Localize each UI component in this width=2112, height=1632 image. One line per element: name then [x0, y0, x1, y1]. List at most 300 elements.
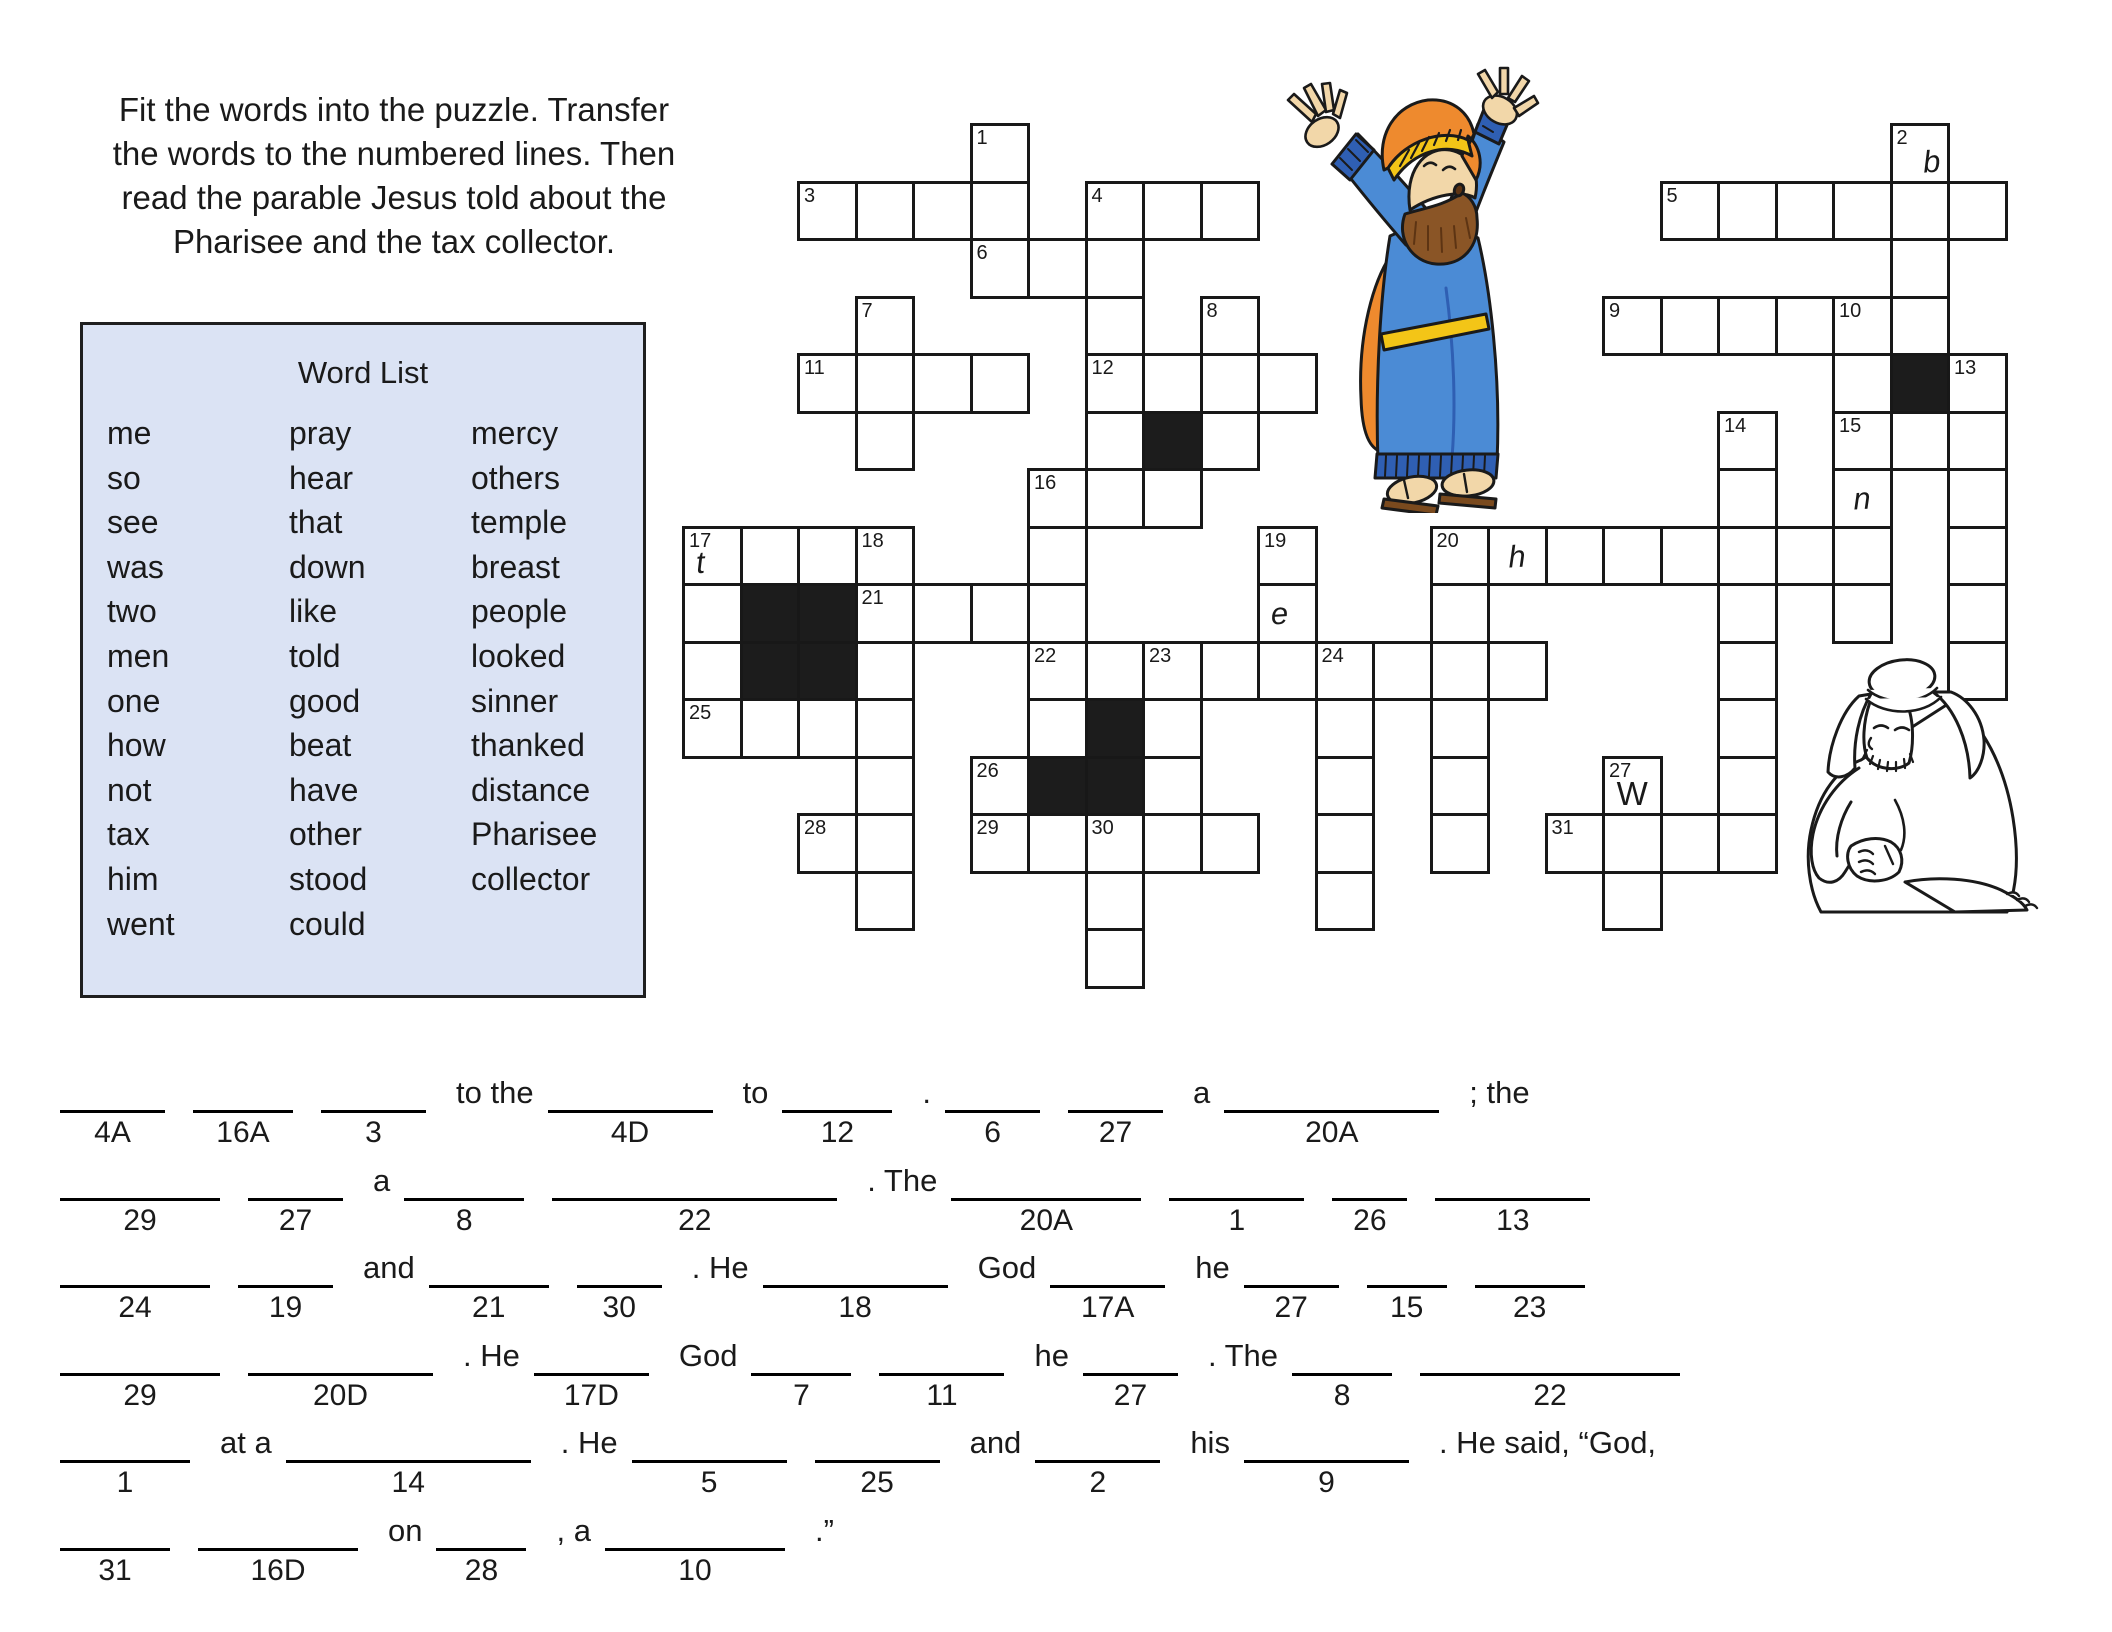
grid-cell-20-4[interactable]	[1832, 353, 1893, 414]
cell-number-31: 31	[1551, 817, 1574, 839]
grid-black-cell-2-9	[797, 641, 858, 702]
story-blank-number-5: 5	[700, 1466, 718, 1499]
grid-cell-9-3[interactable]	[1200, 296, 1261, 357]
story-blank-13[interactable]	[1435, 1160, 1590, 1237]
story-blank-number-1: 1	[1228, 1203, 1246, 1237]
story-text: . He said, “God,	[1438, 1425, 1657, 1460]
grid-cell-8-12[interactable]	[1142, 813, 1203, 874]
word-list-word: breast	[471, 548, 560, 585]
grid-cell-3-5[interactable]	[855, 411, 916, 472]
story-text: . He	[560, 1425, 618, 1460]
story-text: to	[742, 1075, 769, 1110]
story-blank-number-27: 27	[1098, 1116, 1133, 1149]
story-blank-27[interactable]	[1068, 1072, 1163, 1149]
prefilled-letter-h: h	[1507, 538, 1527, 575]
word-list-word: so	[107, 459, 141, 496]
grid-cell-22-4[interactable]	[1947, 353, 2008, 414]
grid-cell-4-1[interactable]	[912, 181, 973, 242]
story-blank-8[interactable]	[1292, 1335, 1392, 1412]
story-blank-number-16A: 16A	[216, 1116, 270, 1149]
cell-number-18: 18	[861, 529, 884, 552]
word-list-word: like	[289, 593, 338, 630]
grid-black-cell-21-4	[1890, 353, 1951, 414]
grid-cell-0-9[interactable]	[682, 641, 743, 702]
story-blank-number-10: 10	[678, 1553, 712, 1587]
story-line-6	[58, 1510, 2078, 1598]
cell-number-16: 16	[1034, 472, 1057, 494]
story-blank-22[interactable]	[1420, 1335, 1680, 1412]
story-blank-number-14: 14	[391, 1466, 425, 1499]
story-blank-number-20A: 20A	[1019, 1203, 1074, 1237]
story-blank-number-27: 27	[1113, 1378, 1148, 1412]
story-blank-16D[interactable]	[198, 1510, 358, 1587]
story-line-3	[58, 1247, 2078, 1335]
grid-cell-2-10[interactable]	[797, 698, 858, 759]
grid-cell-3-10[interactable]	[855, 698, 916, 759]
grid-cell-5-0[interactable]	[970, 123, 1031, 184]
grid-cell-18-7[interactable]	[1717, 526, 1778, 587]
cell-number-11: 11	[804, 357, 825, 379]
grid-cell-6-9[interactable]	[1027, 641, 1088, 702]
story-text: God	[678, 1337, 738, 1373]
cell-number-10: 10	[1839, 299, 1862, 322]
story-blank-number-8: 8	[1333, 1378, 1351, 1412]
word-list-box	[80, 322, 646, 998]
grid-cell-10-8[interactable]	[1257, 583, 1318, 644]
grid-cell-6-7[interactable]	[1027, 526, 1088, 587]
grid-cell-8-1[interactable]	[1142, 181, 1203, 242]
grid-cell-7-3[interactable]	[1085, 296, 1146, 357]
word-list-word: me	[107, 415, 152, 451]
grid-cell-11-9[interactable]	[1315, 641, 1376, 702]
cell-number-22: 22	[1034, 644, 1057, 667]
story-line-5	[58, 1422, 2078, 1510]
grid-black-cell-2-8	[797, 583, 858, 644]
grid-cell-4-8[interactable]	[912, 583, 973, 644]
grid-cell-8-9[interactable]	[1142, 641, 1203, 702]
story-blank-17A[interactable]	[1050, 1247, 1165, 1324]
story-blank-17D[interactable]	[534, 1335, 649, 1412]
cell-number-7: 7	[861, 299, 873, 322]
story-text: .”	[814, 1512, 834, 1548]
instructions-line: Fit the words into the puzzle. Transfer	[118, 91, 670, 128]
pharisee-left-hand	[1288, 83, 1347, 153]
instructions-line: Pharisee and the tax collector.	[172, 222, 616, 260]
grid-cell-6-6[interactable]	[1027, 468, 1088, 529]
grid-cell-21-5[interactable]	[1890, 411, 1951, 472]
grid-cell-3-1[interactable]	[855, 181, 916, 242]
story-blank-number-30: 30	[602, 1291, 636, 1324]
story-blank-21[interactable]	[429, 1247, 549, 1324]
grid-cell-2-1[interactable]	[797, 181, 858, 242]
grid-cell-3-4[interactable]	[855, 353, 916, 414]
grid-cell-6-2[interactable]	[1027, 238, 1088, 299]
grid-black-cell-8-5	[1142, 411, 1203, 472]
story-blank-5[interactable]	[632, 1422, 787, 1499]
story-blank-number-31: 31	[98, 1553, 132, 1587]
grid-cell-18-5[interactable]	[1717, 411, 1778, 472]
cell-number-25: 25	[689, 702, 712, 724]
story-blank-number-9: 9	[1318, 1466, 1335, 1499]
cell-number-13: 13	[1954, 357, 1977, 379]
word-list-title: Word List	[297, 355, 429, 390]
word-list-word: could	[289, 905, 366, 942]
story-blank-23[interactable]	[1475, 1247, 1585, 1324]
grid-cell-13-9[interactable]	[1430, 641, 1491, 702]
word-list-word: pray	[289, 415, 352, 451]
story-blank-number-28: 28	[464, 1553, 499, 1587]
grid-cell-2-7[interactable]	[797, 526, 858, 587]
word-list-word: have	[289, 771, 359, 808]
story-blank-number-1: 1	[116, 1466, 134, 1499]
word-list-column-1	[107, 411, 175, 946]
story-blank-number-20A: 20A	[1305, 1116, 1359, 1149]
story-text: at a	[220, 1425, 272, 1460]
grid-cell-18-1[interactable]	[1717, 181, 1778, 242]
story-blank-29[interactable]	[60, 1160, 220, 1237]
cell-number-27: 27	[1609, 759, 1632, 782]
story-blank-number-4D: 4D	[610, 1116, 650, 1149]
prefilled-letter-e: e	[1270, 595, 1290, 632]
grid-cell-8-10[interactable]	[1142, 698, 1203, 759]
grid-black-cell-7-11	[1085, 756, 1146, 817]
grid-cell-7-4[interactable]	[1085, 353, 1146, 414]
grid-cell-10-7[interactable]	[1257, 526, 1318, 587]
word-list-column-2	[289, 411, 367, 946]
grid-cell-20-5[interactable]	[1832, 411, 1893, 472]
story-blank-10[interactable]	[605, 1510, 785, 1587]
grid-cell-20-1[interactable]	[1832, 181, 1893, 242]
cell-number-2: 2	[1896, 127, 1908, 149]
grid-cell-0-10[interactable]	[682, 698, 743, 759]
story-blank-27[interactable]	[1244, 1247, 1339, 1324]
cell-number-14: 14	[1724, 414, 1747, 437]
grid-cell-15-12[interactable]	[1545, 813, 1606, 874]
grid-cell-3-11[interactable]	[855, 756, 916, 817]
grid-cell-5-4[interactable]	[970, 353, 1031, 414]
grid-cell-21-0[interactable]	[1890, 123, 1951, 184]
grid-cell-16-12[interactable]	[1602, 813, 1663, 874]
grid-cell-9-5[interactable]	[1200, 411, 1261, 472]
grid-cell-16-7[interactable]	[1602, 526, 1663, 587]
story-blank-number-7: 7	[793, 1378, 810, 1412]
cell-number-23: 23	[1149, 644, 1172, 667]
grid-cell-3-13[interactable]	[855, 871, 916, 932]
word-list-word: temple	[471, 504, 568, 541]
story-blank-29[interactable]	[60, 1335, 220, 1412]
word-list-word: people	[471, 593, 568, 630]
grid-cell-7-9[interactable]	[1085, 641, 1146, 702]
grid-cell-6-8[interactable]	[1027, 583, 1088, 644]
story-blank-number-17D: 17D	[563, 1378, 619, 1412]
story-blank-30[interactable]	[577, 1247, 662, 1324]
grid-cell-5-8[interactable]	[970, 583, 1031, 644]
story-text: . The	[867, 1162, 938, 1198]
grid-cell-5-11[interactable]	[970, 756, 1031, 817]
word-list-word: was	[107, 548, 164, 585]
grid-black-cell-1-8	[740, 583, 801, 644]
story-blank-9[interactable]	[1244, 1422, 1409, 1499]
cell-number-5: 5	[1666, 184, 1678, 207]
story-text: .	[922, 1075, 932, 1110]
grid-black-cell-6-11	[1027, 756, 1088, 817]
cell-number-30: 30	[1091, 817, 1114, 839]
story-blank-8[interactable]	[404, 1160, 524, 1237]
grid-cell-19-1[interactable]	[1775, 181, 1836, 242]
story-blank-7[interactable]	[751, 1335, 851, 1412]
story-blank-number-23: 23	[1513, 1291, 1547, 1324]
grid-cell-11-13[interactable]	[1315, 871, 1376, 932]
instructions-line: the words to the numbered lines. Then	[112, 134, 676, 172]
grid-cell-17-7[interactable]	[1660, 526, 1721, 587]
grid-cell-21-3[interactable]	[1890, 296, 1951, 357]
word-list-word: thanked	[471, 727, 585, 764]
story-text: , a	[556, 1512, 591, 1548]
story-blank-24[interactable]	[60, 1247, 210, 1324]
grid-cell-9-1[interactable]	[1200, 181, 1261, 242]
prefilled-letter-t: t	[694, 544, 706, 581]
grid-cell-9-12[interactable]	[1200, 813, 1261, 874]
word-list-word: distance	[471, 771, 591, 808]
cell-number-1: 1	[976, 127, 988, 149]
word-list-word: beat	[289, 727, 352, 764]
story-text: . The	[1207, 1337, 1279, 1373]
story-blank-15[interactable]	[1367, 1247, 1447, 1324]
grid-cell-19-7[interactable]	[1775, 526, 1836, 587]
cell-number-12: 12	[1091, 357, 1114, 379]
grid-cell-8-6[interactable]	[1142, 468, 1203, 529]
story-text: ; the	[1469, 1075, 1530, 1110]
grid-cell-9-9[interactable]	[1200, 641, 1261, 702]
grid-cell-20-8[interactable]	[1832, 583, 1893, 644]
story-text: . He	[691, 1250, 749, 1285]
story-text: he	[1034, 1337, 1069, 1373]
story-text: his	[1190, 1425, 1230, 1460]
cell-number-21: 21	[861, 587, 884, 609]
grid-cell-13-11[interactable]	[1430, 756, 1491, 817]
grid-cell-19-3[interactable]	[1775, 296, 1836, 357]
grid-cell-8-4[interactable]	[1142, 353, 1203, 414]
grid-cell-0-8[interactable]	[682, 583, 743, 644]
grid-cell-11-11[interactable]	[1315, 756, 1376, 817]
story-blanks-section	[58, 1072, 2078, 1597]
grid-cell-20-3[interactable]	[1832, 296, 1893, 357]
story-blank-number-29: 29	[123, 1203, 157, 1237]
story-blank-number-15: 15	[1390, 1291, 1424, 1324]
word-list-word: good	[289, 682, 361, 719]
grid-cell-22-6[interactable]	[1947, 468, 2008, 529]
grid-cell-14-9[interactable]	[1487, 641, 1548, 702]
grid-cell-7-5[interactable]	[1085, 411, 1146, 472]
grid-cell-22-7[interactable]	[1947, 526, 2008, 587]
story-blank-number-12: 12	[820, 1116, 855, 1149]
grid-cell-11-10[interactable]	[1315, 698, 1376, 759]
story-text: and	[969, 1425, 1022, 1460]
story-blank-3[interactable]	[321, 1072, 426, 1149]
story-blank-number-11: 11	[926, 1378, 958, 1412]
story-blank-28[interactable]	[436, 1510, 526, 1587]
story-blank-2[interactable]	[1035, 1422, 1160, 1499]
word-list-word: other	[289, 816, 362, 853]
story-text: and	[363, 1250, 415, 1285]
grid-cell-22-8[interactable]	[1947, 583, 2008, 644]
story-blank-number-27: 27	[1274, 1291, 1308, 1324]
grid-cell-6-10[interactable]	[1027, 698, 1088, 759]
story-blank-4D[interactable]	[548, 1072, 713, 1149]
cell-number-15: 15	[1839, 414, 1862, 437]
grid-cell-1-7[interactable]	[740, 526, 801, 587]
grid-cell-18-6[interactable]	[1717, 468, 1778, 529]
word-list-word: others	[471, 459, 560, 496]
grid-cell-7-13[interactable]	[1085, 871, 1146, 932]
word-list-word: tax	[107, 816, 150, 853]
grid-cell-7-14[interactable]	[1085, 928, 1146, 989]
pharisee-figure	[1278, 38, 1548, 513]
grid-cell-5-12[interactable]	[970, 813, 1031, 874]
grid-cell-13-10[interactable]	[1430, 698, 1491, 759]
grid-cell-8-11[interactable]	[1142, 756, 1203, 817]
story-blank-27[interactable]	[1083, 1335, 1178, 1412]
word-list-word: that	[289, 504, 343, 541]
story-blank-number-22: 22	[1533, 1378, 1567, 1412]
story-blank-1[interactable]	[1169, 1160, 1304, 1237]
grid-cell-13-7[interactable]	[1430, 526, 1491, 587]
grid-cell-17-12[interactable]	[1660, 813, 1721, 874]
story-blank-number-21: 21	[472, 1291, 506, 1324]
story-blank-31[interactable]	[60, 1510, 170, 1587]
story-blank-number-2: 2	[1089, 1466, 1107, 1499]
story-blank-number-18: 18	[838, 1291, 872, 1324]
grid-cell-10-9[interactable]	[1257, 641, 1318, 702]
story-blank-number-29: 29	[123, 1378, 157, 1412]
story-blank-number-27: 27	[278, 1203, 313, 1237]
grid-cell-0-7[interactable]	[682, 526, 743, 587]
grid-cell-16-11[interactable]	[1602, 756, 1663, 817]
cell-number-19: 19	[1264, 529, 1287, 552]
word-list-word: men	[107, 637, 170, 674]
grid-cell-13-8[interactable]	[1430, 583, 1491, 644]
story-blank-25[interactable]	[815, 1422, 940, 1499]
grid-cell-18-3[interactable]	[1717, 296, 1778, 357]
cell-number-24: 24	[1321, 644, 1344, 667]
grid-cell-3-7[interactable]	[855, 526, 916, 587]
word-list-word: him	[107, 860, 159, 897]
instructions-text	[64, 88, 724, 264]
story-text: to the	[456, 1075, 534, 1110]
story-blank-16A[interactable]	[193, 1072, 293, 1149]
cell-number-3: 3	[804, 184, 816, 207]
grid-cell-6-12[interactable]	[1027, 813, 1088, 874]
story-blank-20D[interactable]	[248, 1335, 433, 1412]
story-blank-18[interactable]	[763, 1247, 948, 1324]
grid-black-cell-7-10	[1085, 698, 1146, 759]
grid-cell-22-5[interactable]	[1947, 411, 2008, 472]
grid-cell-21-2[interactable]	[1890, 238, 1951, 299]
grid-cell-20-7[interactable]	[1832, 526, 1893, 587]
grid-cell-17-1[interactable]	[1660, 181, 1721, 242]
grid-cell-7-1[interactable]	[1085, 181, 1146, 242]
cell-number-17: 17	[689, 529, 712, 552]
grid-cell-12-9[interactable]	[1372, 641, 1433, 702]
cell-number-28: 28	[804, 817, 827, 839]
grid-cell-9-4[interactable]	[1200, 353, 1261, 414]
story-blank-27[interactable]	[248, 1160, 343, 1237]
grid-cell-2-12[interactable]	[797, 813, 858, 874]
story-text: God	[977, 1250, 1037, 1285]
story-blank-22[interactable]	[552, 1160, 837, 1237]
grid-cell-2-4[interactable]	[797, 353, 858, 414]
word-list-word: collector	[471, 860, 591, 897]
story-blank-12[interactable]	[782, 1072, 892, 1149]
story-blank-6[interactable]	[945, 1072, 1040, 1149]
grid-cell-18-8[interactable]	[1717, 583, 1778, 644]
prefilled-letter-W: W	[1616, 775, 1648, 812]
word-list-word: Pharisee	[471, 816, 598, 853]
story-blank-14[interactable]	[286, 1422, 531, 1499]
grid-cell-13-12[interactable]	[1430, 813, 1491, 874]
grid-cell-17-3[interactable]	[1660, 296, 1721, 357]
grid-cell-7-6[interactable]	[1085, 468, 1146, 529]
grid-cell-3-8[interactable]	[855, 583, 916, 644]
grid-cell-16-3[interactable]	[1602, 296, 1663, 357]
grid-cell-3-9[interactable]	[855, 641, 916, 702]
grid-cell-15-7[interactable]	[1545, 526, 1606, 587]
grid-cell-22-1[interactable]	[1947, 181, 2008, 242]
word-list-word: one	[107, 682, 161, 719]
grid-cell-7-12[interactable]	[1085, 813, 1146, 874]
cell-number-6: 6	[976, 242, 988, 264]
story-text: . He	[463, 1337, 520, 1373]
story-blank-number-8: 8	[455, 1203, 473, 1237]
grid-cell-3-3[interactable]	[855, 296, 916, 357]
story-blank-number-6: 6	[984, 1116, 1001, 1149]
grid-cell-3-12[interactable]	[855, 813, 916, 874]
word-list-word: down	[289, 548, 366, 585]
story-line-1	[58, 1072, 2078, 1160]
story-blank-1[interactable]	[60, 1422, 190, 1499]
cell-number-8: 8	[1206, 299, 1218, 322]
word-list-column-3	[471, 411, 597, 902]
word-list-word: mercy	[471, 415, 559, 451]
story-blank-11[interactable]	[879, 1335, 1004, 1412]
grid-cell-5-1[interactable]	[970, 181, 1031, 242]
story-text: a	[1193, 1075, 1211, 1110]
story-blank-number-22: 22	[678, 1203, 712, 1237]
story-blank-19[interactable]	[238, 1247, 333, 1324]
grid-cell-20-6[interactable]	[1832, 468, 1893, 529]
story-blank-26[interactable]	[1332, 1160, 1407, 1237]
word-list-word: see	[107, 504, 159, 541]
grid-cell-4-4[interactable]	[912, 353, 973, 414]
grid-cell-7-2[interactable]	[1085, 238, 1146, 299]
story-line-2	[58, 1160, 2078, 1248]
grid-cell-5-2[interactable]	[970, 238, 1031, 299]
story-blank-number-16D: 16D	[250, 1553, 306, 1587]
story-blank-20A[interactable]	[1224, 1072, 1439, 1149]
story-blank-4A[interactable]	[60, 1072, 165, 1149]
grid-cell-21-1[interactable]	[1890, 181, 1951, 242]
word-list-word: stood	[289, 860, 368, 897]
word-list-word: hear	[289, 459, 354, 496]
grid-cell-14-7[interactable]	[1487, 526, 1548, 587]
grid-cell-1-10[interactable]	[740, 698, 801, 759]
grid-cell-11-12[interactable]	[1315, 813, 1376, 874]
story-blank-number-24: 24	[118, 1291, 152, 1324]
grid-cell-16-13[interactable]	[1602, 871, 1663, 932]
story-text: he	[1195, 1250, 1230, 1285]
instructions-line: read the parable Jesus told about the	[121, 178, 667, 216]
story-blank-20A[interactable]	[951, 1160, 1141, 1237]
